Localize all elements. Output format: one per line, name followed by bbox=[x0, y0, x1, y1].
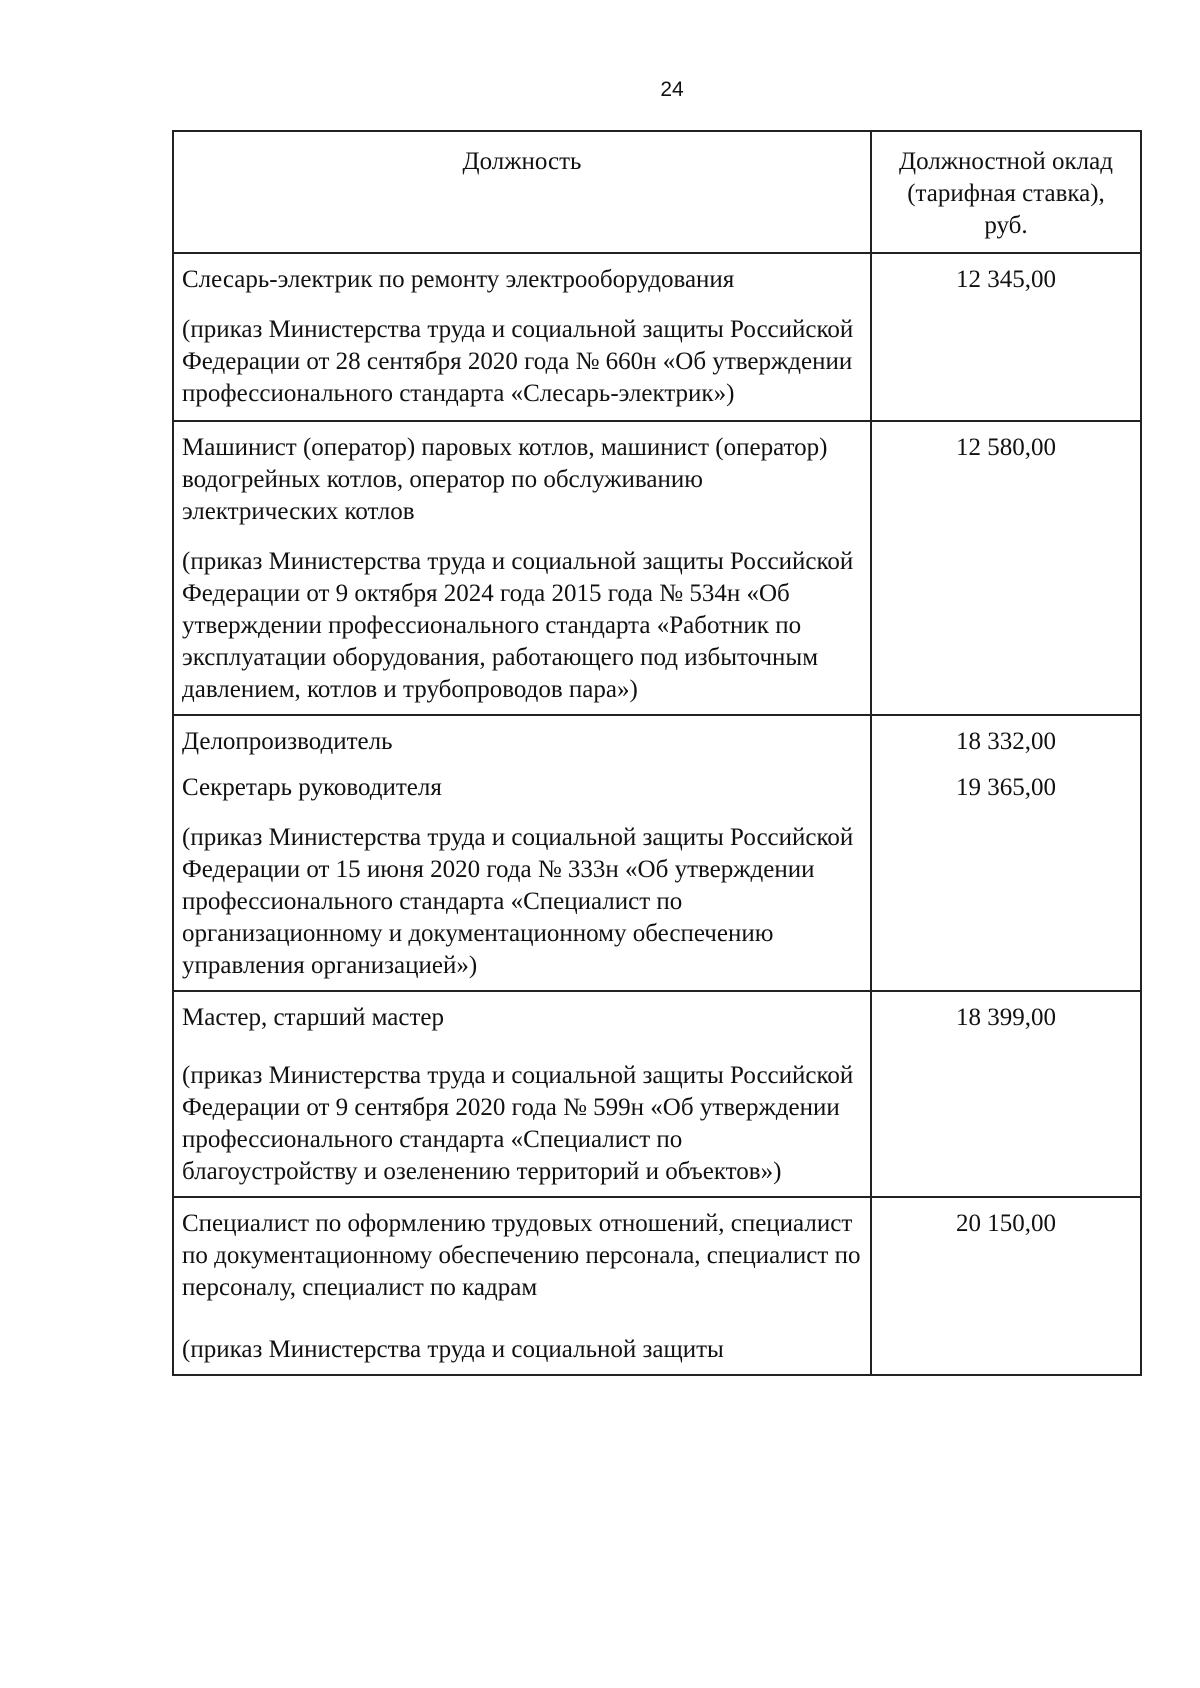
position-cell bbox=[173, 991, 871, 1197]
salary-cell bbox=[871, 1197, 1141, 1375]
position-title: Машинист (оператор) паровых котлов, машинист (оператор) водогрейных котлов, оператор по обслуживанию электрических котлов bbox=[182, 434, 828, 525]
table-row bbox=[173, 991, 1141, 1197]
salary-value: 18 399,00 bbox=[956, 1004, 1056, 1031]
salary-value: 12 580,00 bbox=[956, 434, 1056, 461]
position-title: Специалист по оформлению трудовых отношений, специалист по документационному обеспечению персонала, специалист по персоналу, специалист по кадрам bbox=[182, 1210, 861, 1301]
page-number: 24 bbox=[660, 78, 684, 101]
order-reference: (приказ Министерства труда и социальной защиты Российской Федерации от 28 сентября 2020 года № 660н «Об утверждении профессионального стандарта «Слесарь-электрик») bbox=[182, 316, 854, 407]
salary-table bbox=[172, 130, 1142, 1376]
order-reference: (приказ Министерства труда и социальной защиты Российской Федерации от 15 июня 2020 года № 333н «Об утверждении профессионального стандарта «Специалист по организационному и документационному обеспечению управления организацией») bbox=[182, 824, 854, 979]
position-cell bbox=[173, 253, 871, 421]
salary-value: 12 345,00 bbox=[956, 266, 1056, 293]
position-title: Слесарь-электрик по ремонту электрооборудования bbox=[182, 266, 735, 293]
salary-cell bbox=[871, 715, 1141, 991]
salary-value: 20 150,00 bbox=[956, 1210, 1056, 1237]
order-reference: (приказ Министерства труда и социальной защиты bbox=[182, 1336, 724, 1363]
position-cell bbox=[173, 715, 871, 991]
table-row bbox=[173, 1197, 1141, 1375]
table-header-row bbox=[173, 131, 1141, 253]
position-cell bbox=[173, 421, 871, 715]
salary-cell bbox=[871, 421, 1141, 715]
salary-value: 19 365,00 bbox=[956, 774, 1056, 801]
position-cell bbox=[173, 1197, 871, 1375]
position-title: Секретарь руководителя bbox=[182, 774, 442, 801]
header-salary-line: руб. bbox=[984, 212, 1028, 239]
salary-cell bbox=[871, 253, 1141, 421]
table-row bbox=[173, 253, 1141, 421]
header-salary-line: Должностной оклад bbox=[899, 148, 1113, 175]
header-salary-line: (тарифная ставка), bbox=[907, 180, 1105, 207]
position-title: Делопроизводитель bbox=[182, 728, 393, 755]
header-position: Должность bbox=[173, 131, 871, 253]
position-title: Мастер, старший мастер bbox=[182, 1004, 444, 1031]
order-reference: (приказ Министерства труда и социальной защиты Российской Федерации от 9 сентября 2020 года № 599н «Об утверждении профессионального стандарта «Специалист по благоустройству и озеленению территорий и объектов») bbox=[182, 1062, 854, 1185]
table-row bbox=[173, 421, 1141, 715]
salary-cell bbox=[871, 991, 1141, 1197]
salary-value: 18 332,00 bbox=[956, 728, 1056, 755]
order-reference: (приказ Министерства труда и социальной защиты Российской Федерации от 9 октября 2024 года 2015 года № 534н «Об утверждении профессионального стандарта «Работник по эксплуатации оборудования, работающего под избыточным давлением, котлов и трубопроводов пара») bbox=[182, 548, 854, 703]
header-salary bbox=[871, 131, 1141, 253]
table-row bbox=[173, 715, 1141, 991]
